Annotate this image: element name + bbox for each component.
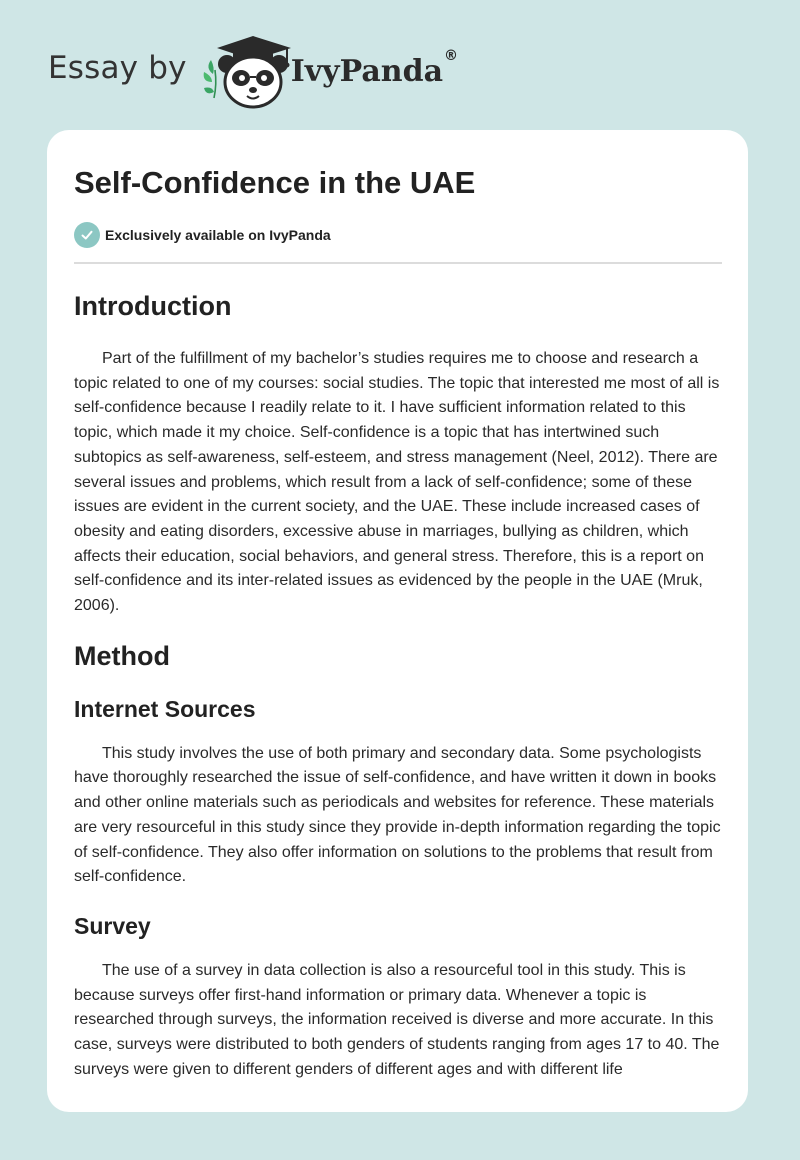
intro-heading: Introduction: [74, 291, 232, 321]
internet-sources-paragraph: This study involves the use of both primary and secondary data. Some psychologists have thoroughly researched the issue of self-confidence, and have written it down in books and other online materials such as periodicals and websites for reference. These materials are very resourceful in this study since they provide in-depth information regarding the topic of self-confidence. They also offer information on solutions to the problems that result from self-confidence.: [74, 744, 721, 886]
exclusive-label: Exclusively available on IvyPanda: [105, 227, 331, 243]
brand-name[interactable]: IvyPanda®: [290, 47, 459, 89]
survey-paragraph: The use of a survey in data collection is also a resourceful tool in this study. This is because surveys offer first-hand information or primary data. Whenever a topic is researched through surveys, the information received is diverse and more accurate. In this case, surveys were distributed to both genders of students ranging from ages 17 to 40. The surveys were given to different genders of different ages and with different life: [74, 961, 720, 1078]
method-heading: Method: [74, 640, 170, 671]
internet-sources-heading: Internet Sources: [74, 695, 256, 722]
brand-header: [48, 34, 458, 110]
brand-prefix: Essay by: [48, 50, 187, 86]
panda-logo-icon[interactable]: [203, 34, 295, 110]
exclusive-badge: [74, 222, 722, 264]
essay-title: Self-Confidence in the UAE: [74, 165, 476, 200]
intro-paragraph: Part of the fulfillment of my bachelor’s studies requires me to choose and research a topic related to one of my courses: social studies. The topic that interested me most of all is self-confidence because I readily relate to it. I have sufficient information related to this topic, which made it my choice. Self-confidence is a topic that has intertwined such subtopics as self-awareness, self-esteem, and stress management (Neel, 2012). There are several issues and problems, which result from a lack of self-confidence; some of these issues are evident in the current society, and the UAE. These include increased cases of obesity and eating disorders, excessive abuse in marriages, bullying as children, which affects their education, social behaviors, and general stress. Therefore, this is a report on self-confidence and its inter-related issues as evidenced by the people in the UAE (Mruk, 2006).: [74, 350, 720, 615]
registered-mark: ®: [444, 47, 459, 64]
check-icon: [74, 222, 100, 248]
survey-heading: Survey: [74, 912, 151, 939]
essay-card: [47, 130, 748, 1112]
